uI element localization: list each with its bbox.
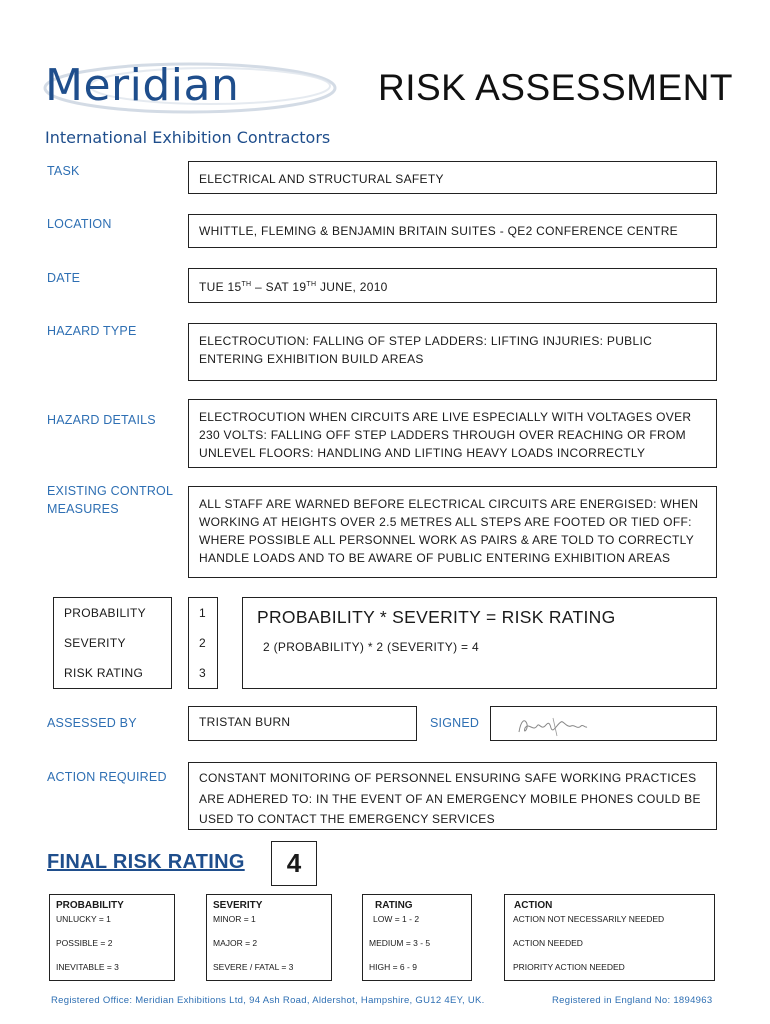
location-value: WHITTLE, FLEMING & BENJAMIN BRITAIN SUITES - QE2 CONFERENCE CENTRE: [199, 224, 678, 238]
legend-item: SEVERE / FATAL = 3: [213, 962, 294, 972]
assessed-by-value: TRISTAN BURN: [199, 715, 291, 729]
signature-image: [513, 710, 603, 740]
action-required-value: CONSTANT MONITORING OF PERSONNEL ENSURING SAFE WORKING PRACTICES ARE ADHERED TO: IN THE EVENT OF AN EMERGENCY MOBILE PHONES COULD BE USED TO CONTACT THE EMERGENCY SERVICES: [199, 771, 701, 826]
page-title: RISK ASSESSMENT: [378, 67, 733, 108]
final-risk-rating-box: [271, 841, 317, 886]
hazard-type-value: ELECTROCUTION: FALLING OF STEP LADDERS: LIFTING INJURIES: PUBLIC ENTERING EXHIBITION BUILD AREAS: [199, 334, 653, 366]
signed-label: SIGNED: [430, 716, 480, 730]
hazard-type-field: [188, 323, 717, 381]
legend-item: PRIORITY ACTION NEEDED: [513, 962, 625, 972]
existing-control-value: ALL STAFF ARE WARNED BEFORE ELECTRICAL CIRCUITS ARE ENERGISED: WHEN WORKING AT HEIGHTS OVER 2.5 METRES ALL STEPS ARE FOOTED OR TIED OFF: WHERE POSSIBLE ALL PERSONNEL WORK AS PAIRS & ARE TOLD TO CORRECTLY HANDLE LOADS AND TO BE AWARE OF PUBLIC ENTERING EXHIBITION AREAS: [199, 497, 699, 565]
legend-rating-head: RATING: [375, 900, 413, 911]
legend-item: MEDIUM = 3 - 5: [369, 938, 431, 948]
existing-control-field: [188, 486, 717, 578]
task-value: ELECTRICAL AND STRUCTURAL SAFETY: [199, 172, 444, 186]
risk-rating-label: RISK RATING: [64, 666, 144, 680]
formula-title: PROBABILITY * SEVERITY = RISK RATING: [257, 607, 616, 627]
probability-label: PROBABILITY: [64, 606, 146, 620]
hazard-details-label: HAZARD DETAILS: [47, 413, 156, 427]
existing-control-label-line-1: EXISTING CONTROL: [47, 484, 174, 498]
signature-field: [490, 706, 717, 741]
location-label: LOCATION: [47, 217, 112, 231]
probability-value: 1: [199, 606, 206, 620]
assessed-by-label: ASSESSED BY: [47, 716, 137, 730]
existing-control-label-line-2: MEASURES: [47, 502, 119, 516]
legend-item: INEVITABLE = 3: [56, 962, 119, 972]
rating-values-box: [188, 597, 218, 689]
final-risk-rating-value: 4: [286, 848, 302, 878]
legend-probability-head: PROBABILITY: [56, 900, 124, 911]
location-field: [188, 214, 717, 248]
footer-registration: Registered in England No: 1894963: [552, 995, 713, 1006]
legend-item: MINOR = 1: [213, 914, 256, 924]
logo-name: Meridian: [45, 60, 240, 111]
hazard-details-value: ELECTROCUTION WHEN CIRCUITS ARE LIVE ESPECIALLY WITH VOLTAGES OVER 230 VOLTS: FALLING OFF STEP LADDERS THROUGH OVER REACHING OR FROM UNLEVEL FLOORS: HANDLING AND LIFTING HEAVY LOADS INCORRECTLY: [199, 410, 692, 460]
date-value-start: TUE 15: [199, 280, 242, 294]
severity-value: 2: [199, 636, 206, 650]
date-field: [188, 268, 717, 303]
legend-probability: [49, 894, 175, 981]
date-label: DATE: [47, 271, 81, 285]
severity-label: SEVERITY: [64, 636, 126, 650]
date-sup-end: TH: [306, 281, 317, 288]
action-required-field: [188, 762, 717, 830]
date-sup-start: TH: [241, 281, 252, 288]
logo-subtitle: International Exhibition Contractors: [45, 128, 331, 147]
legend-severity: [206, 894, 332, 981]
company-logo: [40, 50, 340, 150]
footer-office: Registered Office: Meridian Exhibitions Ltd, 94 Ash Road, Aldershot, Hampshire, GU12 4EY, UK.: [51, 995, 485, 1006]
formula-box: [242, 597, 717, 689]
final-risk-rating-label: FINAL RISK RATING: [47, 851, 245, 873]
legend-action-head: ACTION: [514, 900, 553, 911]
legend-item: POSSIBLE = 2: [56, 938, 113, 948]
legend-rating: [362, 894, 472, 981]
legend-action: [504, 894, 715, 981]
legend-severity-head: SEVERITY: [213, 900, 263, 911]
legend-item: HIGH = 6 - 9: [369, 962, 417, 972]
hazard-type-label: HAZARD TYPE: [47, 324, 137, 338]
legend-item: UNLUCKY = 1: [56, 914, 111, 924]
risk-rating-value: 3: [199, 666, 206, 680]
legend-item: ACTION NEEDED: [513, 938, 583, 948]
action-required-label: ACTION REQUIRED: [47, 770, 167, 784]
task-label: TASK: [47, 164, 80, 178]
hazard-details-field: [188, 399, 717, 468]
formula-value: 2 (PROBABILITY) * 2 (SEVERITY) = 4: [263, 640, 479, 654]
legend-item: LOW = 1 - 2: [373, 914, 420, 924]
rating-labels-box: [53, 597, 172, 689]
assessed-by-field: [188, 706, 417, 741]
date-value-mid: – SAT 19: [251, 280, 307, 294]
legend-item: MAJOR = 2: [213, 938, 258, 948]
task-field: [188, 161, 717, 194]
legend-item: ACTION NOT NECESSARILY NEEDED: [513, 914, 665, 924]
date-value-end: JUNE, 2010: [316, 280, 388, 294]
existing-control-label: [47, 482, 173, 518]
